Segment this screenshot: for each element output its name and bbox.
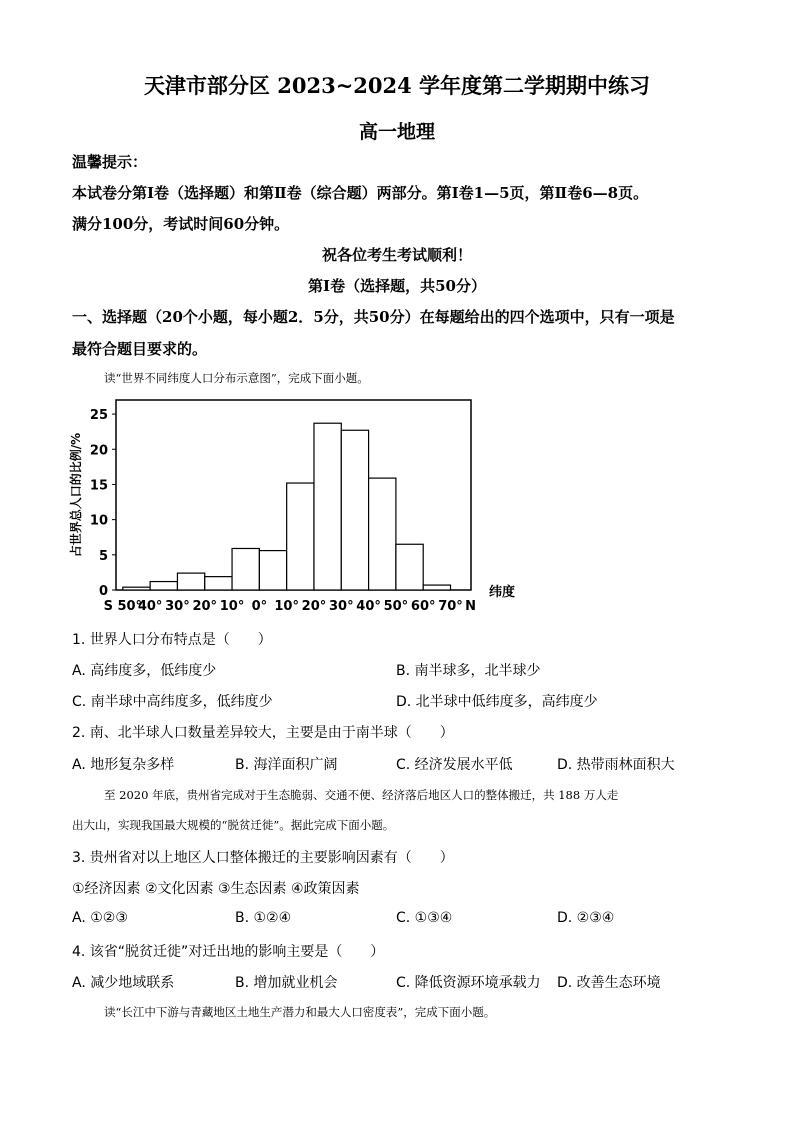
q4-option-c[interactable]: C. 降低资源环境承载力 <box>396 975 541 991</box>
q3-option-d[interactable]: D. ②③④ <box>557 910 615 926</box>
x-tick-label: 70° <box>438 599 463 614</box>
notice-line-1: 本试卷分第Ⅰ卷（选择题）和第Ⅱ卷（综合题）两部分。第Ⅰ卷1—5页，第Ⅱ卷6—8页。 <box>72 184 649 202</box>
bar-10 <box>369 478 396 590</box>
q4-option-b[interactable]: B. 增加就业机会 <box>235 975 338 991</box>
x-tick-label: 30° <box>328 599 354 614</box>
q3-option-c[interactable]: C. ①③④ <box>396 910 453 926</box>
x-axis-label: 纬度 <box>489 585 516 600</box>
x-tick-label: S 50° <box>103 599 143 614</box>
bar-4 <box>205 577 232 590</box>
q3-option-a[interactable]: A. ①②③ <box>72 910 128 926</box>
bar-11 <box>396 544 423 590</box>
q2-option-a[interactable]: A. 地形复杂多样 <box>72 757 175 773</box>
x-tick-label: 10° <box>274 599 299 614</box>
x-tick-label: 20° <box>192 599 218 614</box>
q3-option-b[interactable]: B. ①②④ <box>235 910 292 926</box>
y-axis-label: 占世界总人口的比例/% <box>69 432 83 558</box>
x-tick-label: 40° <box>356 599 381 614</box>
x-tick-label: 40° <box>137 599 163 614</box>
question-4-stem: 4. 该省“脱贫迁徙”对迁出地的影响主要是（ ） <box>72 944 385 960</box>
q2-option-b[interactable]: B. 海洋面积广阔 <box>235 757 338 773</box>
exam-title: 天津市部分区 2023~2024 学年度第二学期期中练习 <box>143 73 651 98</box>
section-instruction-2: 最符合题目要求的。 <box>72 340 208 358</box>
table-intro: 读“长江中下游与青藏地区土地生产潜力和最大人口密度表”，完成下面小题。 <box>104 1005 496 1019</box>
q1-option-c[interactable]: C. 南半球中高纬度多，低纬度少 <box>72 694 273 710</box>
bar-3 <box>177 573 204 590</box>
exam-subject: 高一地理 <box>358 121 435 143</box>
bar-1 <box>123 587 150 590</box>
wish-line: 祝各位考生考试顺利！ <box>321 246 472 264</box>
x-tick-label: N <box>465 599 476 614</box>
x-tick-label: 10° <box>219 599 245 614</box>
notice-line-2: 满分100分，考试时间60分钟。 <box>72 215 290 233</box>
section-instruction-1: 一、选择题（20个小题，每小题2．5分，共50分）在每题给出的四个选项中，只有一项是 <box>72 308 675 326</box>
q3-factor-list: ①经济因素 ②文化因素 ③生态因素 ④政策因素 <box>72 881 360 897</box>
y-tick-label: 20 <box>89 443 108 459</box>
q2-option-d[interactable]: D. 热带雨林面积大 <box>557 757 675 773</box>
q1-option-d[interactable]: D. 北半球中低纬度多，高纬度少 <box>396 694 598 710</box>
y-tick-label: 10 <box>89 513 108 529</box>
q1-option-b[interactable]: B. 南半球多，北半球少 <box>396 663 541 679</box>
passage-line-1: 至 2020 年底，贵州省完成对于生态脆弱、交通不便、经济落后地区人口的整体搬迁，共 188 万人走 <box>104 788 619 802</box>
question-2-stem: 2. 南、北半球人口数量差异较大，主要是由于南半球（ ） <box>72 725 454 741</box>
y-tick-label: 15 <box>89 478 108 494</box>
chart-intro: 读“世界不同纬度人口分布示意图”，完成下面小题。 <box>104 371 369 385</box>
population-latitude-chart <box>66 392 536 622</box>
q4-option-d[interactable]: D. 改善生态环境 <box>557 975 661 991</box>
x-tick-label: 60° <box>410 599 436 614</box>
x-tick-label: 50° <box>383 599 409 614</box>
q2-option-c[interactable]: C. 经济发展水平低 <box>396 757 513 773</box>
bar-9 <box>341 430 368 590</box>
bar-12 <box>423 585 450 590</box>
y-tick-label: 5 <box>98 548 108 564</box>
notice-heading: 温馨提示： <box>72 153 148 171</box>
part-one-heading: 第Ⅰ卷（选择题，共50分） <box>308 277 486 295</box>
x-tick-label: 30° <box>165 599 190 614</box>
bar-5 <box>232 548 259 590</box>
x-tick-label: 0° <box>251 599 268 614</box>
bar-8 <box>314 423 341 590</box>
y-tick-label: 25 <box>89 408 108 424</box>
q1-option-a[interactable]: A. 高纬度多，低纬度少 <box>72 663 217 679</box>
y-tick-label: 0 <box>98 584 108 599</box>
q4-option-a[interactable]: A. 减少地域联系 <box>72 975 175 991</box>
bar-2 <box>150 582 177 590</box>
passage-line-2: 出大山，实现我国最大规模的“脱贫迁徙”。据此完成下面小题。 <box>72 818 395 832</box>
bar-7 <box>287 483 314 590</box>
x-tick-label: 20° <box>301 599 327 614</box>
question-1-stem: 1. 世界人口分布特点是（ ） <box>72 632 272 648</box>
question-3-stem: 3. 贵州省对以上地区人口整体搬迁的主要影响因素有（ ） <box>72 850 454 866</box>
bar-6 <box>259 551 286 590</box>
